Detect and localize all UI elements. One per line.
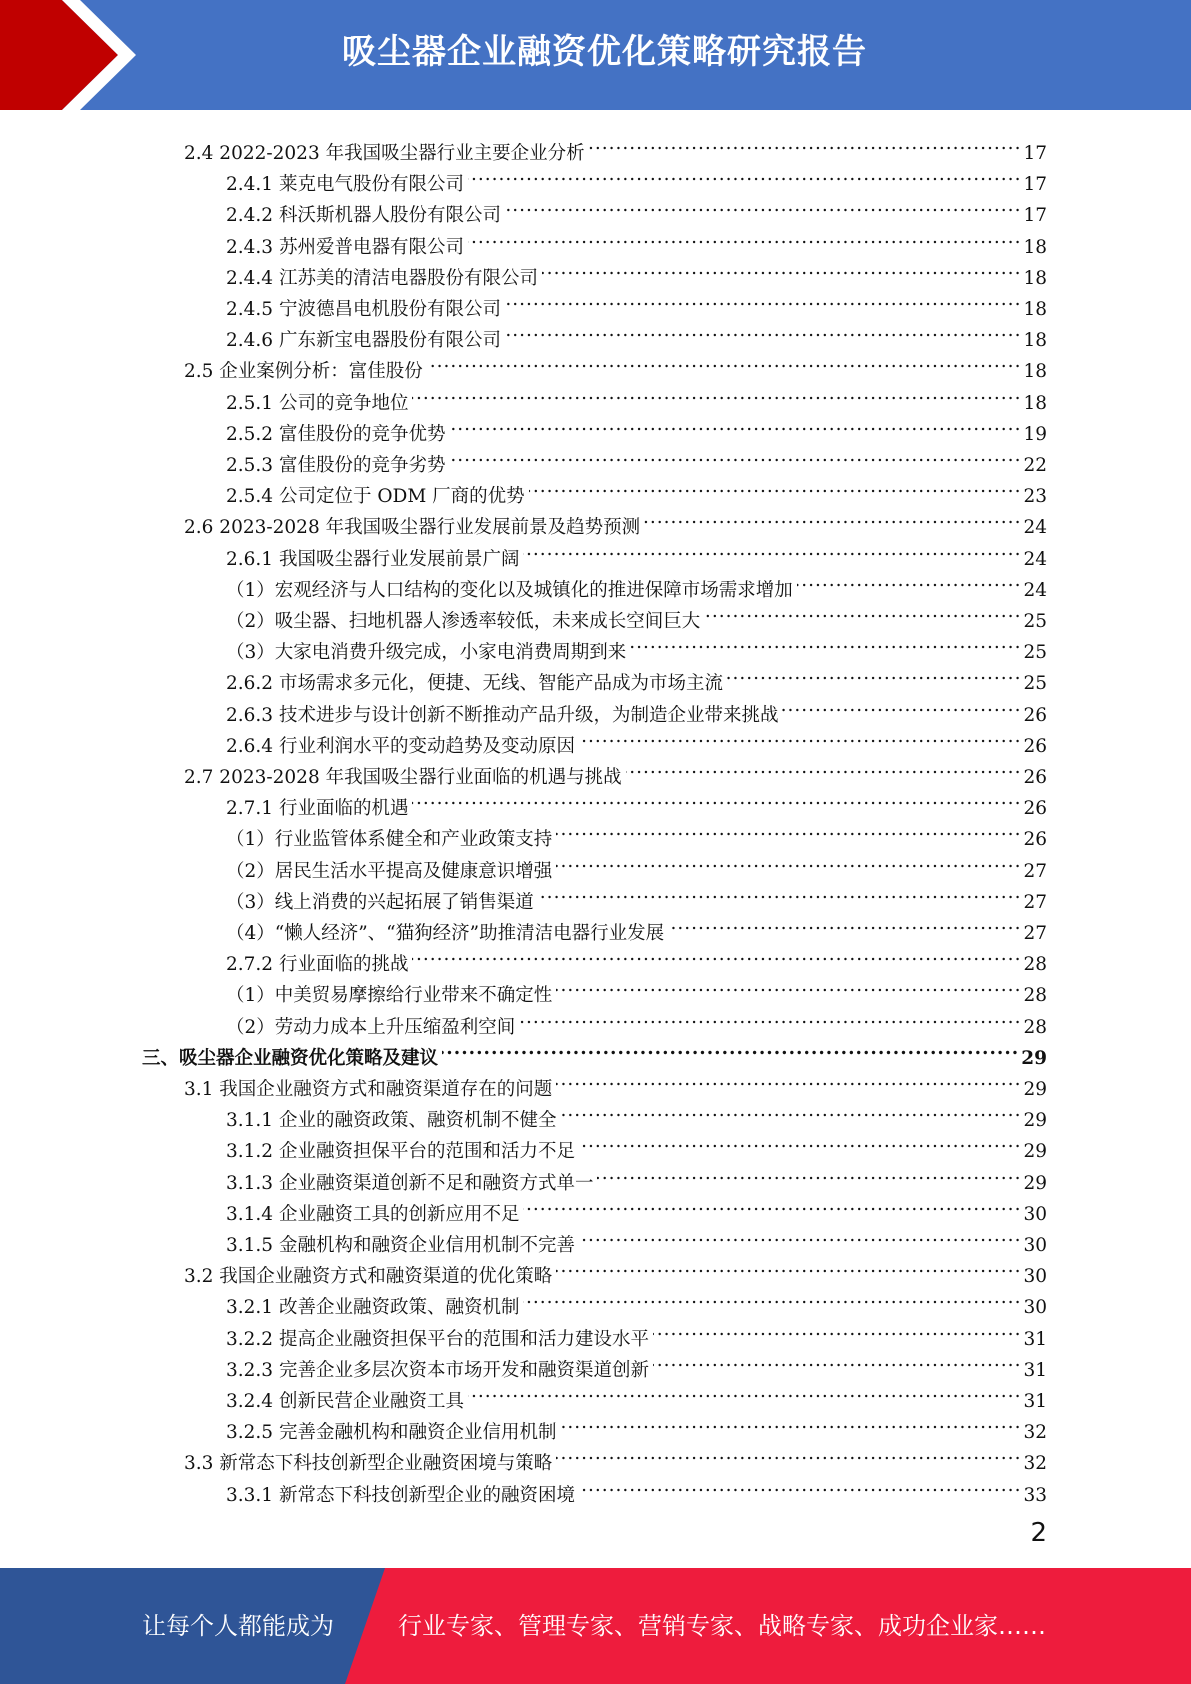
toc-entry-page: 24 bbox=[1023, 548, 1047, 570]
toc-dot-leader bbox=[630, 627, 1021, 658]
toc-entry[interactable] bbox=[226, 222, 1047, 258]
toc-dot-leader bbox=[449, 409, 1021, 440]
toc-entry-title: 2.5.4 公司定位于 ODM 厂商的优势 bbox=[226, 486, 525, 508]
toc-entry[interactable] bbox=[226, 939, 1047, 976]
toc-entry-title: 2.5 企业案例分析：富佳股份 bbox=[184, 361, 423, 383]
toc-dot-leader bbox=[505, 315, 1021, 346]
toc-entry[interactable] bbox=[226, 409, 1047, 445]
toc-dot-leader bbox=[797, 565, 1022, 596]
toc-entry-title: 2.4.5 宁波德昌电机股份有限公司 bbox=[226, 299, 501, 320]
toc-entry[interactable] bbox=[226, 315, 1047, 352]
toc-entry[interactable] bbox=[226, 565, 1047, 601]
toc-entry[interactable] bbox=[226, 1095, 1047, 1132]
toc-entry[interactable] bbox=[226, 627, 1047, 664]
toc-dot-leader bbox=[560, 1095, 1021, 1126]
toc-entry-page: 29 bbox=[1023, 1172, 1047, 1194]
toc-entry-title: （1）中美贸易摩擦给行业带来不确定性 bbox=[226, 985, 553, 1007]
toc-entry-title: 3.2.3 完善企业多层次资本市场开发和融资渠道创新 bbox=[226, 1359, 649, 1381]
toc-entry-title: 2.4.2 科沃斯机器人股份有限公司 bbox=[226, 205, 501, 227]
toc-entry-title: 3.1.2 企业融资担保平台的范围和活力不足 bbox=[226, 1141, 575, 1163]
toc-entry[interactable] bbox=[226, 284, 1047, 320]
toc-entry[interactable] bbox=[226, 440, 1047, 476]
toc-entry-title: 2.5.1 公司的竞争地位 bbox=[226, 392, 409, 414]
toc-entry-title: 3.1.3 企业融资渠道创新不足和融资方式单一 bbox=[226, 1172, 594, 1194]
toc-entry-page: 17 bbox=[1023, 174, 1047, 196]
toc-dot-leader bbox=[529, 471, 1022, 502]
toc-entry-title: 2.4.3 苏州爱普电器有限公司 bbox=[226, 236, 464, 258]
toc-entry[interactable] bbox=[226, 596, 1047, 632]
toc-entry-title: 3.1 我国企业融资方式和融资渠道存在的问题 bbox=[184, 1079, 553, 1100]
toc-dot-leader bbox=[556, 1438, 1021, 1469]
toc-dot-leader bbox=[468, 222, 1021, 253]
footer-slogan-left: 让每个人都能成为 bbox=[142, 1612, 334, 1640]
toc-dot-leader bbox=[412, 939, 1021, 970]
toc-dot-leader bbox=[468, 159, 1021, 190]
toc-entry[interactable] bbox=[142, 1033, 1047, 1069]
toc-entry-title: 2.7.2 行业面临的挑战 bbox=[226, 954, 409, 976]
toc-entry[interactable] bbox=[184, 502, 1047, 539]
toc-entry-title: 3.2.1 改善企业融资政策、融资机制 bbox=[226, 1297, 520, 1319]
report-title: 吸尘器企业融资优化策略研究报告 bbox=[342, 32, 867, 72]
toc-entry-title: 2.6.4 行业利润水平的变动趋势及变动原因 bbox=[226, 735, 575, 757]
toc-entry-page: 27 bbox=[1023, 923, 1047, 944]
toc-entry-title: 3.2 我国企业融资方式和融资渠道的优化策略 bbox=[184, 1266, 553, 1288]
toc-entry-page: 30 bbox=[1023, 1297, 1047, 1319]
toc-entry-page: 18 bbox=[1023, 361, 1047, 383]
toc-entry[interactable] bbox=[226, 190, 1047, 227]
toc-entry-title: 3.1.4 企业融资工具的创新应用不足 bbox=[226, 1203, 520, 1225]
toc-entry-page: 29 bbox=[1023, 1079, 1047, 1100]
toc-entry-page: 18 bbox=[1023, 236, 1047, 258]
toc-entry-page: 26 bbox=[1023, 829, 1047, 851]
toc-entry-page: 28 bbox=[1023, 1016, 1047, 1038]
toc-dot-leader bbox=[727, 658, 1021, 689]
toc-entry[interactable] bbox=[226, 1220, 1047, 1256]
toc-entry-title: （3）大家电消费升级完成，小家电消费周期到来 bbox=[226, 642, 627, 664]
toc-dot-leader bbox=[523, 534, 1021, 565]
toc-dot-leader bbox=[519, 1002, 1021, 1033]
toc-entry-page: 26 bbox=[1023, 735, 1047, 757]
toc-entry[interactable] bbox=[226, 471, 1047, 508]
toc-entry-page: 27 bbox=[1023, 891, 1047, 913]
toc-entry-title: 2.4.1 莱克电气股份有限公司 bbox=[226, 174, 464, 196]
toc-dot-leader bbox=[412, 378, 1021, 409]
toc-entry-title: 2.7 2023-2028 年我国吸尘器行业面临的机遇与挑战 bbox=[184, 767, 622, 788]
toc-entry-title: 2.7.1 行业面临的机遇 bbox=[226, 798, 409, 820]
toc-entry-title: 2.6.2 市场需求多元化，便捷、无线、智能产品成为市场主流 bbox=[226, 673, 723, 695]
toc-dot-leader bbox=[668, 908, 1021, 939]
toc-dot-leader bbox=[442, 1033, 1019, 1064]
toc-dot-leader bbox=[560, 1407, 1021, 1438]
toc-dot-leader bbox=[412, 783, 1021, 814]
toc-entry[interactable] bbox=[184, 1064, 1047, 1100]
toc-entry[interactable] bbox=[226, 814, 1047, 851]
toc-dot-leader bbox=[556, 814, 1021, 845]
toc-entry[interactable] bbox=[184, 128, 1047, 164]
toc-dot-leader bbox=[542, 253, 1021, 284]
footer-slogan-right: 行业专家、管理专家、营销专家、战略专家、成功企业家…… bbox=[398, 1612, 1046, 1640]
toc-entry-page: 18 bbox=[1023, 267, 1047, 289]
toc-entry-page: 31 bbox=[1023, 1328, 1047, 1350]
toc-entry-page: 18 bbox=[1023, 299, 1047, 320]
toc-entry-page: 26 bbox=[1023, 767, 1047, 788]
toc-entry[interactable] bbox=[226, 253, 1047, 289]
toc-dot-leader bbox=[505, 284, 1021, 315]
toc-entry[interactable] bbox=[184, 1251, 1047, 1288]
toc-entry[interactable] bbox=[226, 1376, 1047, 1412]
toc-entry[interactable] bbox=[226, 1345, 1047, 1381]
toc-entry[interactable] bbox=[226, 846, 1047, 882]
toc-dot-leader bbox=[653, 1314, 1021, 1345]
toc-entry-page: 28 bbox=[1023, 954, 1047, 976]
toc-entry[interactable] bbox=[226, 783, 1047, 820]
toc-dot-leader bbox=[468, 1376, 1021, 1407]
toc-entry[interactable] bbox=[226, 1314, 1047, 1350]
toc-entry-title: 3.3 新常态下科技创新型企业融资困境与策略 bbox=[184, 1453, 553, 1475]
toc-entry-title: 三、吸尘器企业融资优化策略及建议 bbox=[142, 1047, 439, 1069]
toc-entry-page: 29 bbox=[1023, 1141, 1047, 1163]
toc-entry-title: 3.1.1 企业的融资政策、融资机制不健全 bbox=[226, 1110, 557, 1132]
toc-entry-page: 23 bbox=[1023, 486, 1047, 508]
toc-entry[interactable] bbox=[184, 346, 1047, 383]
toc-dot-leader bbox=[556, 970, 1021, 1001]
toc-entry-page: 22 bbox=[1023, 455, 1047, 476]
toc-entry-title: 2.5.2 富佳股份的竞争优势 bbox=[226, 423, 446, 445]
toc-entry[interactable] bbox=[226, 1189, 1047, 1225]
toc-entry-title: （2）居民生活水平提高及健康意识增强 bbox=[226, 860, 553, 882]
toc-dot-leader bbox=[579, 1220, 1021, 1251]
toc-dot-leader bbox=[589, 128, 1022, 159]
toc-dot-leader bbox=[579, 1470, 1021, 1501]
toc-entry[interactable] bbox=[226, 658, 1047, 695]
toc-entry-title: 3.2.2 提高企业融资担保平台的范围和活力建设水平 bbox=[226, 1328, 649, 1350]
toc-entry-title: 3.1.5 金融机构和融资企业信用机制不完善 bbox=[226, 1235, 575, 1256]
toc-entry-title: 3.2.5 完善金融机构和融资企业信用机制 bbox=[226, 1422, 557, 1444]
toc-entry-title: 2.6.1 我国吸尘器行业发展前景广阔 bbox=[226, 548, 520, 570]
toc-dot-leader bbox=[597, 1158, 1021, 1189]
toc-entry-title: （2）劳动力成本上升压缩盈利空间 bbox=[226, 1016, 516, 1038]
toc-entry[interactable] bbox=[226, 534, 1047, 570]
toc-entry[interactable] bbox=[226, 1282, 1047, 1319]
toc-entry[interactable] bbox=[226, 721, 1047, 757]
toc-entry-page: 31 bbox=[1023, 1359, 1047, 1381]
toc-entry-page: 30 bbox=[1023, 1203, 1047, 1225]
toc-entry[interactable] bbox=[226, 159, 1047, 196]
toc-entry-title: （3）线上消费的兴起拓展了销售渠道 bbox=[226, 891, 534, 913]
toc-entry-page: 33 bbox=[1023, 1484, 1047, 1506]
toc-entry-page: 17 bbox=[1023, 143, 1047, 164]
toc-entry-page: 25 bbox=[1023, 673, 1047, 695]
toc-dot-leader bbox=[556, 1251, 1021, 1282]
toc-dot-leader bbox=[782, 690, 1021, 721]
toc-entry-title: 2.6.3 技术进步与设计创新不断推动产品升级，为制造企业带来挑战 bbox=[226, 704, 779, 726]
toc-entry-page: 19 bbox=[1023, 423, 1047, 445]
toc-dot-leader bbox=[653, 1345, 1021, 1376]
toc-entry-page: 18 bbox=[1023, 392, 1047, 414]
toc-entry-page: 17 bbox=[1023, 205, 1047, 227]
toc-dot-leader bbox=[579, 721, 1021, 752]
toc-dot-leader bbox=[427, 346, 1022, 377]
toc-entry-title: 2.5.3 富佳股份的竞争劣势 bbox=[226, 455, 446, 476]
toc-dot-leader bbox=[538, 877, 1022, 908]
toc-dot-leader bbox=[556, 846, 1021, 877]
toc-entry[interactable] bbox=[226, 1126, 1047, 1163]
toc-dot-leader bbox=[579, 1126, 1021, 1157]
toc-entry-page: 30 bbox=[1023, 1235, 1047, 1256]
toc-entry-page: 26 bbox=[1023, 704, 1047, 726]
toc-entry-page: 30 bbox=[1023, 1266, 1047, 1288]
toc-dot-leader bbox=[626, 752, 1022, 783]
toc-entry-page: 31 bbox=[1023, 1391, 1047, 1412]
toc-entry-page: 25 bbox=[1023, 642, 1047, 664]
toc-entry-page: 18 bbox=[1023, 330, 1047, 352]
toc-entry-page: 24 bbox=[1023, 517, 1047, 539]
toc-entry[interactable] bbox=[184, 752, 1047, 788]
toc-entry-page: 29 bbox=[1021, 1047, 1047, 1069]
toc-dot-leader bbox=[523, 1189, 1021, 1220]
toc-entry-title: 2.4 2022-2023 年我国吸尘器行业主要企业分析 bbox=[184, 143, 585, 164]
toc-entry[interactable] bbox=[184, 1438, 1047, 1475]
page-footer bbox=[0, 1568, 1191, 1684]
toc-entry[interactable] bbox=[226, 378, 1047, 414]
toc-entry[interactable] bbox=[226, 690, 1047, 726]
toc-entry-title: （1）行业监管体系健全和产业政策支持 bbox=[226, 829, 553, 851]
toc-entry[interactable] bbox=[226, 1158, 1047, 1194]
toc-entry-page: 27 bbox=[1023, 860, 1047, 882]
toc-entry-page: 32 bbox=[1023, 1453, 1047, 1475]
toc-entry[interactable] bbox=[226, 908, 1047, 944]
toc-entry-title: （2）吸尘器、扫地机器人渗透率较低，未来成长空间巨大 bbox=[226, 611, 701, 632]
toc-dot-leader bbox=[644, 502, 1021, 533]
toc-entry-page: 25 bbox=[1023, 611, 1047, 632]
toc-dot-leader bbox=[505, 190, 1021, 221]
toc-entry-page: 28 bbox=[1023, 985, 1047, 1007]
toc-entry[interactable] bbox=[226, 1002, 1047, 1038]
page-number: 2 bbox=[1030, 1518, 1047, 1548]
toc-entry-title: 2.4.6 广东新宝电器股份有限公司 bbox=[226, 330, 501, 352]
toc-dot-leader bbox=[523, 1282, 1021, 1313]
toc-entry-page: 29 bbox=[1023, 1110, 1047, 1132]
toc-entry[interactable] bbox=[226, 970, 1047, 1007]
toc-entry-page: 32 bbox=[1023, 1422, 1047, 1444]
toc-entry-page: 26 bbox=[1023, 798, 1047, 820]
toc-entry-title: 3.3.1 新常态下科技创新型企业的融资困境 bbox=[226, 1484, 575, 1506]
toc-dot-leader bbox=[556, 1064, 1021, 1095]
toc-entry-title: 2.6 2023-2028 年我国吸尘器行业发展前景及趋势预测 bbox=[184, 517, 641, 539]
toc-entry-title: （4）“懒人经济”、“猫狗经济”助推清洁电器行业发展 bbox=[226, 923, 665, 944]
toc-dot-leader bbox=[704, 596, 1021, 627]
page-header bbox=[0, 0, 1191, 110]
toc-entry[interactable] bbox=[226, 1407, 1047, 1444]
toc-entry-page: 24 bbox=[1023, 579, 1047, 601]
toc-entry-title: 3.2.4 创新民营企业融资工具 bbox=[226, 1391, 464, 1412]
toc-entry-title: 2.4.4 江苏美的清洁电器股份有限公司 bbox=[226, 267, 538, 289]
toc-entry[interactable] bbox=[226, 877, 1047, 913]
toc-entry-title: （1）宏观经济与人口结构的变化以及城镇化的推进保障市场需求增加 bbox=[226, 579, 793, 601]
toc-dot-leader bbox=[449, 440, 1021, 471]
toc-entry[interactable] bbox=[226, 1470, 1047, 1506]
